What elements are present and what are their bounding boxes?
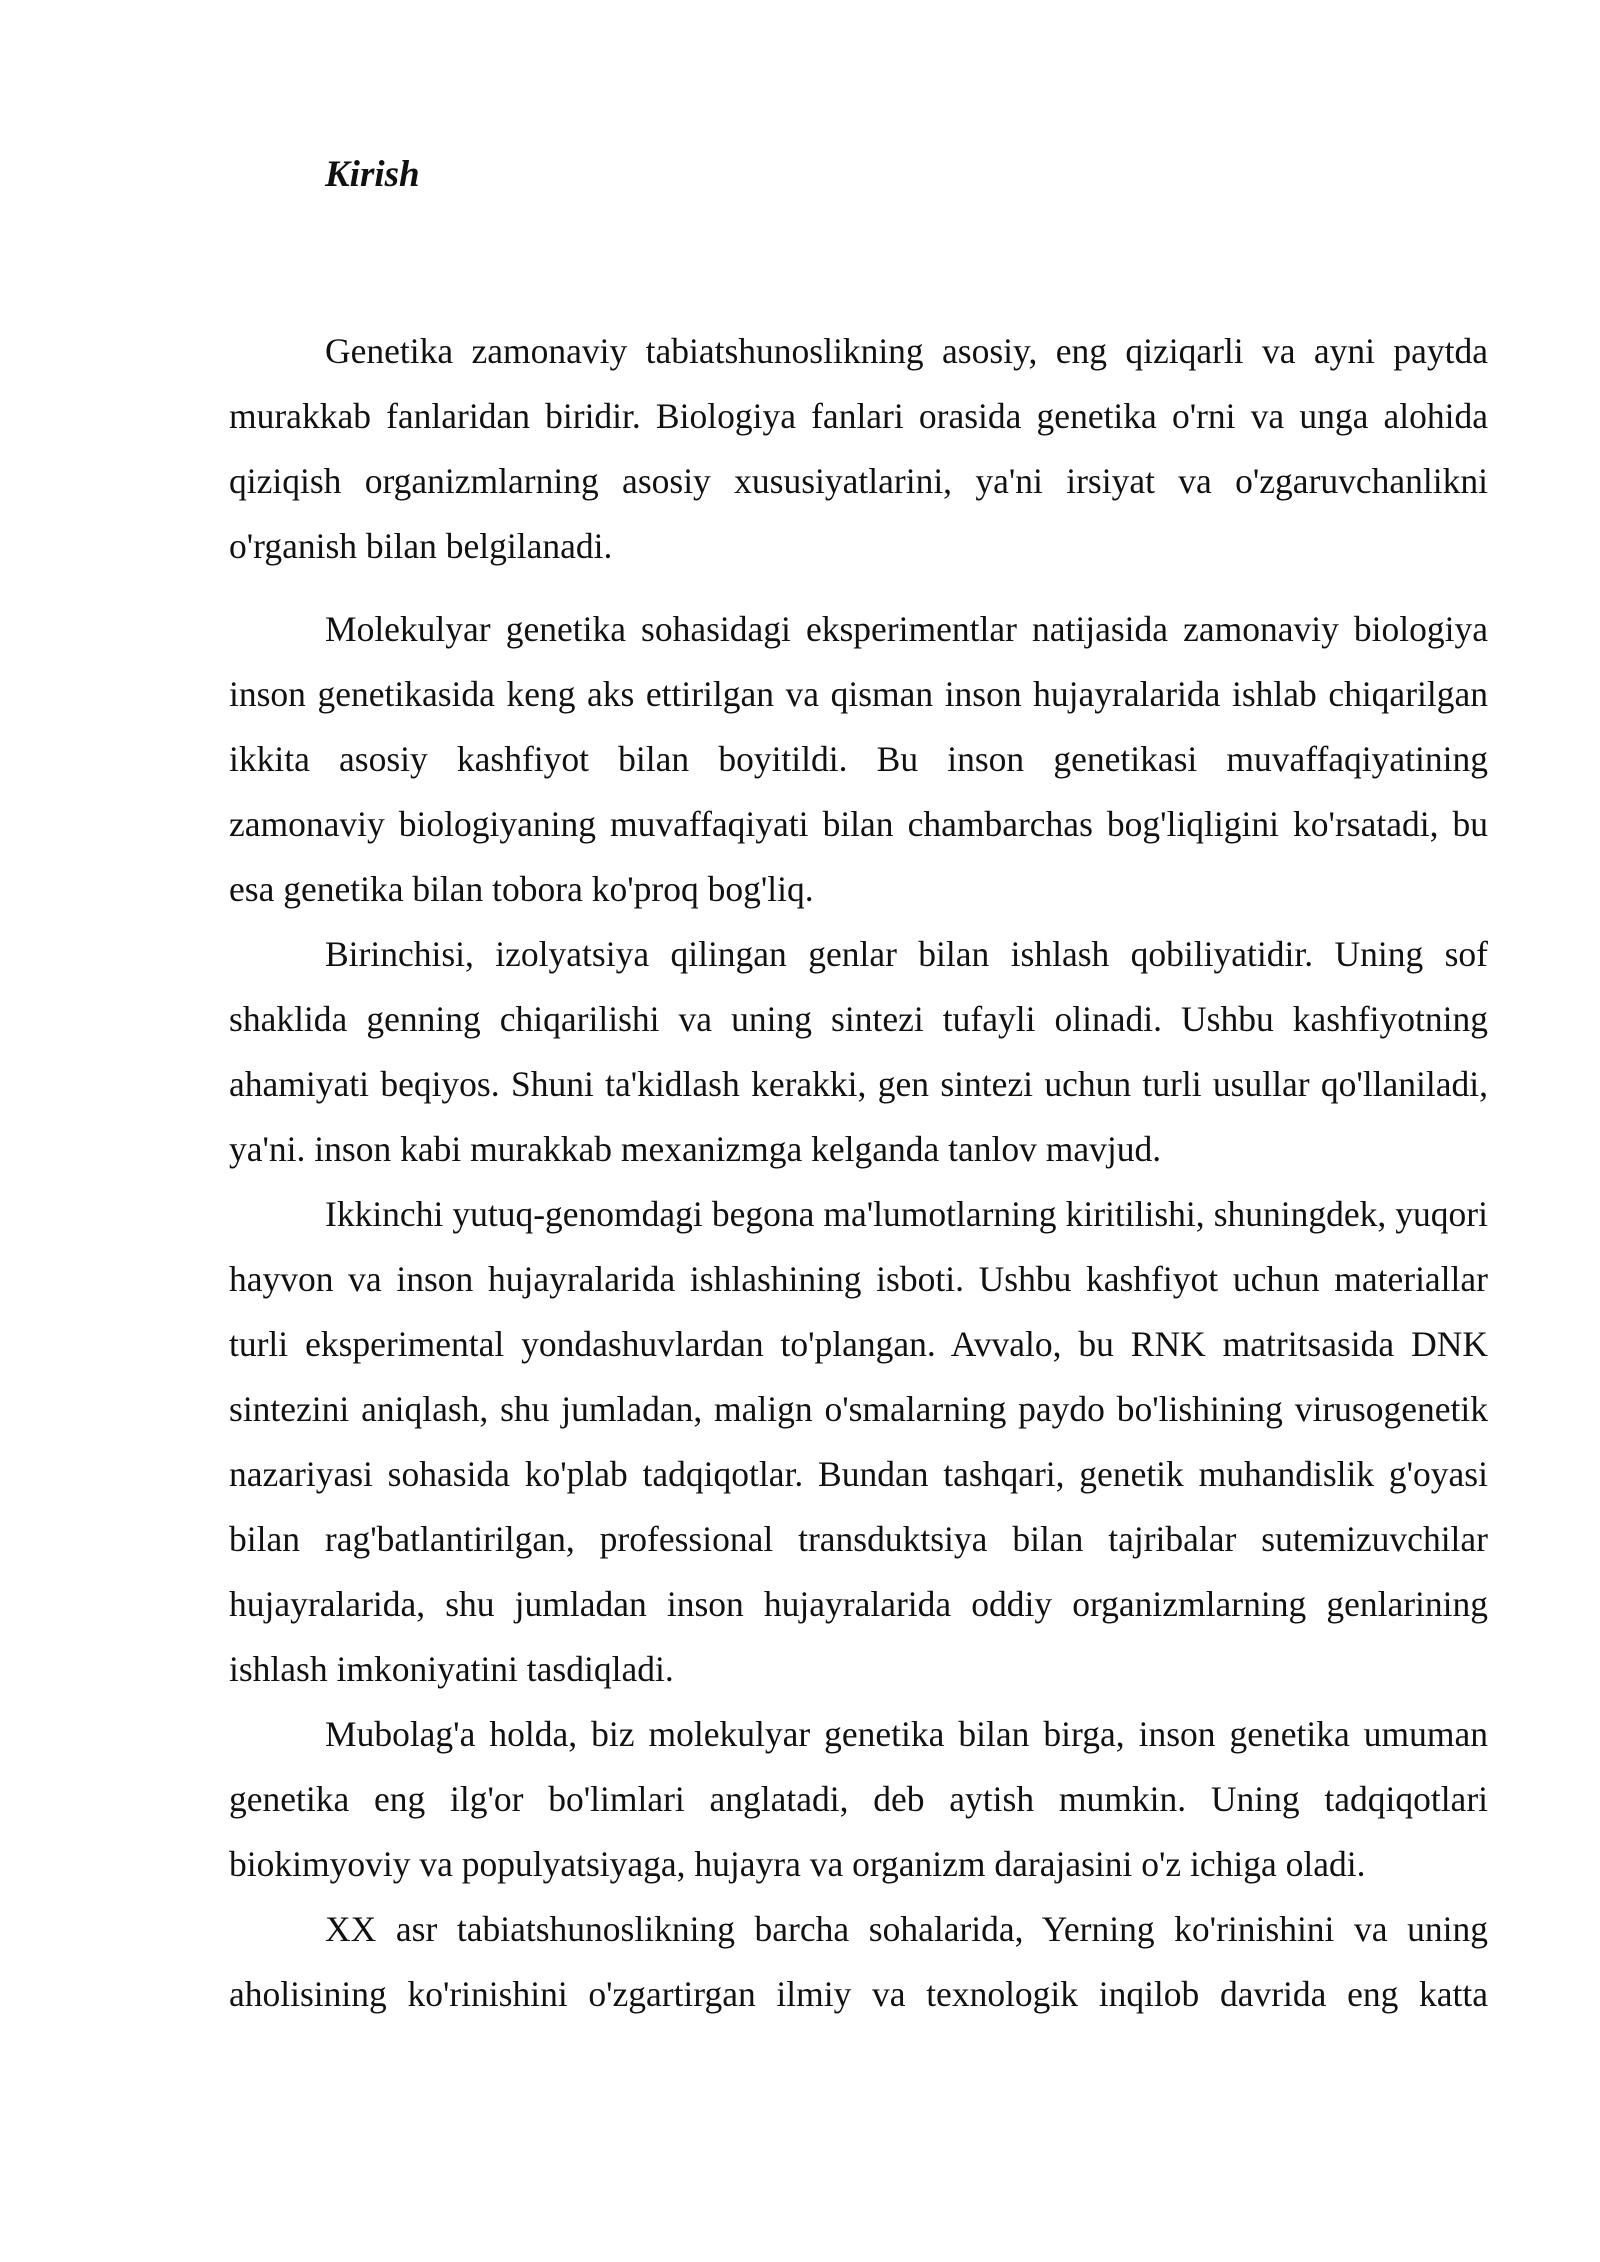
paragraph: Mubolag'a holda, biz molekulyar genetika bilan birga, inson genetika umuman genetika eng ilg'or bo'limlari anglatadi, deb aytish mumkin. Uning tadqiqotlari biokimyoviy va populyatsiyaga, hujayra va organizm darajasini o'z ichiga oladi. [229,1714,1488,1884]
paragraph: XX asr tabiatshunoslikning barcha sohalarida, Yerning ko'rinishini va uning aholisining ko'rinishini o'zgartirgan ilmiy va texnologik inqilob davrida eng katta [229,1909,1488,2014]
body-text [229,319,1488,2027]
section-heading: Kirish [325,154,420,195]
paragraph: Molekulyar genetika sohasidagi eksperimentlar natijasida zamonaviy biologiya inson genetikasida keng aks ettirilgan va qisman inson hujayralarida ishlab chiqarilgan ikkita asosiy kashfiyot bilan boyitildi. Bu inson genetikasi muvaffaqiyatining zamonaviy biologiyaning muvaffaqiyati bilan chambarchas bog'liqligini ko'rsatadi, bu esa genetika bilan tobora ko'proq bog'liq. [229,609,1488,909]
paragraph: Genetika zamonaviy tabiatshunoslikning asosiy, eng qiziqarli va ayni paytda murakkab fanlaridan biridir. Biologiya fanlari orasida genetika o'rni va unga alohida qiziqish organizmlarning asosiy xususiyatlarini, ya'ni irsiyat va o'zgaruvchanlikni o'rganish bilan belgilanadi. [229,331,1488,566]
paragraph: Ikkinchi yutuq-genomdagi begona ma'lumotlarning kiritilishi, shuningdek, yuqori hayvon va inson hujayralarida ishlashining isboti. Ushbu kashfiyot uchun materiallar turli eksperimental yondashuvlardan to'plangan. Avvalo, bu RNK matritsasida DNK sintezini aniqlash, shu jumladan, malign o'smalarning paydo bo'lishining virusogenetik nazariyasi sohasida ko'plab tadqiqotlar. Bundan tashqari, genetik muhandislik g'oyasi bilan rag'batlantirilgan, professional transduktsiya bilan tajribalar sutemizuvchilar hujayralarida, shu jumladan inson hujayralarida oddiy organizmlarning genlarining ishlash imkoniyatini tasdiqladi. [229,1194,1488,1689]
paragraph: Birinchisi, izolyatsiya qilingan genlar bilan ishlash qobiliyatidir. Uning sof shaklida genning chiqarilishi va uning sintezi tufayli olinadi. Ushbu kashfiyotning ahamiyati beqiyos. Shuni ta'kidlash kerakki, gen sintezi uchun turli usullar qo'llaniladi, ya'ni. inson kabi murakkab mexanizmga kelganda tanlov mavjud. [229,934,1488,1169]
